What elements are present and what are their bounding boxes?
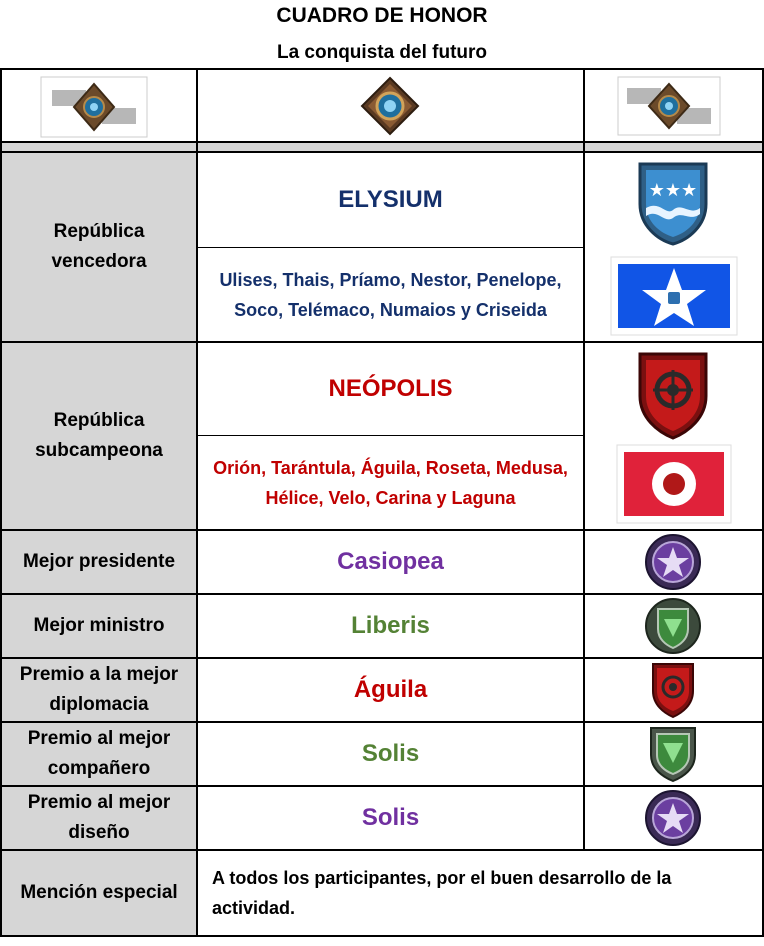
label-winner: República vencedora <box>51 221 147 272</box>
grid-line <box>583 68 585 850</box>
red-gear-shield-icon <box>650 661 696 719</box>
best-minister-value: Liberis <box>351 612 430 639</box>
compass-badge-icon <box>40 76 148 138</box>
best-president-value: Casiopea <box>337 548 444 575</box>
svg-text:★★★: ★★★ <box>648 180 698 201</box>
label-special-mention: Mención especial <box>20 882 178 903</box>
grid-line <box>0 68 764 70</box>
blue-shield-icon <box>636 160 710 246</box>
purple-star-badge-icon <box>644 789 702 847</box>
runner-up-members: Orión, Tarántula, Águila, Roseta, Medusa, Hélice, Velo, Carina y Laguna <box>213 457 568 508</box>
red-circle-flag-icon <box>616 444 732 524</box>
compass-badge-icon <box>360 76 420 136</box>
label-runner-up: República subcampeona <box>35 410 163 461</box>
purple-star-badge-icon <box>644 533 702 591</box>
green-shield-badge-icon <box>644 597 702 655</box>
winner-members: Ulises, Thais, Príamo, Nestor, Penelope, Soco, Telémaco, Numaios y Criseida <box>219 269 562 320</box>
blue-star-flag-icon <box>610 256 738 336</box>
label-best-president: Mejor presidente <box>22 551 176 572</box>
label-best-partner: Premio al mejor compañero <box>27 728 171 779</box>
grid-line <box>0 935 764 937</box>
special-mention-text: A todos los participantes, por el buen desarrollo de la actividad. <box>212 868 672 918</box>
best-partner-value: Solis <box>361 740 420 767</box>
best-design-value: Solis <box>361 804 420 831</box>
compass-badge-icon <box>617 76 721 136</box>
best-diplomacy-value: Águila <box>353 676 428 703</box>
grid-line <box>0 141 764 143</box>
page-title: CUADRO DE HONOR <box>276 4 488 27</box>
runner-up-name: NEÓPOLIS <box>328 375 453 402</box>
honor-table <box>0 68 764 938</box>
label-best-minister: Mejor ministro <box>33 615 165 636</box>
label-best-diplomacy: Premio a la mejor diplomacia <box>19 664 179 715</box>
page-subtitle: La conquista del futuro <box>276 42 488 63</box>
green-shield-badge-icon <box>648 725 698 783</box>
label-best-design: Premio al mejor diseño <box>27 792 171 843</box>
winner-name: ELYSIUM <box>338 186 443 213</box>
red-gear-shield-icon <box>636 350 710 440</box>
